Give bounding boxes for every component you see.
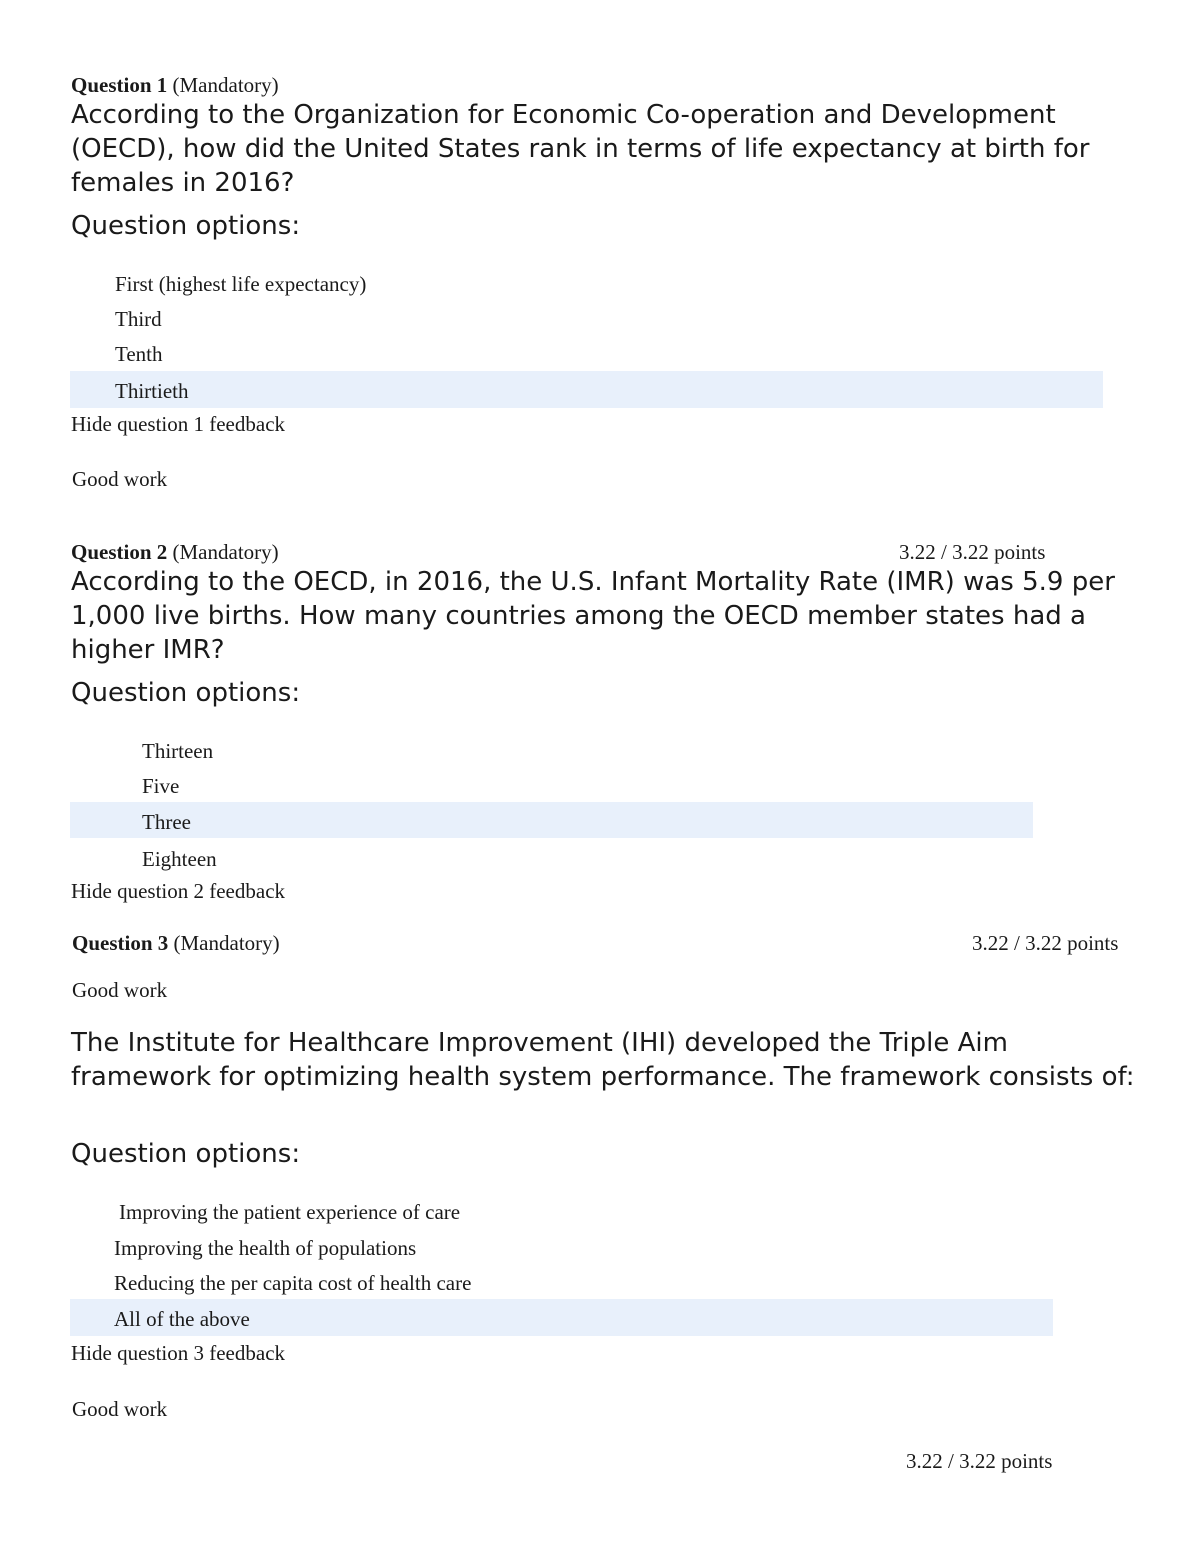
question-3-hide-feedback-link[interactable]: Hide question 3 feedback — [71, 1341, 286, 1365]
question-3-option-2[interactable]: Improving the health of populations — [114, 1236, 417, 1260]
question-1-hide-feedback-link[interactable]: Hide question 1 feedback — [71, 412, 286, 436]
question-1-label: Question 1 — [71, 73, 168, 97]
question-1-option-4[interactable]: Thirtieth — [115, 379, 189, 403]
question-3-option-3[interactable]: Reducing the per capita cost of health care — [114, 1271, 472, 1295]
question-3-text: The Institute for Healthcare Improvement (IHI) developed the Triple Aim framework for optimizing health system performance. The framework consists of: — [71, 1028, 1135, 1092]
question-1-selected-highlight — [70, 371, 1103, 408]
question-2-points: 3.22 / 3.22 points — [899, 540, 1046, 564]
question-2-option-4[interactable]: Eighteen — [142, 847, 217, 871]
question-4-points: 3.22 / 3.22 points — [906, 1449, 1053, 1473]
question-1-feedback: Good work — [72, 467, 168, 491]
question-2-text: According to the OECD, in 2016, the U.S. Infant Mortality Rate (IMR) was 5.9 per 1,000 live births. How many countries among the OECD member states had a higher IMR? — [71, 567, 1115, 665]
question-2-mandatory: (Mandatory) — [172, 540, 279, 564]
question-2-options-label: Question options: — [71, 678, 301, 708]
question-1-mandatory: (Mandatory) — [172, 73, 279, 97]
question-3-option-4[interactable]: All of the above — [114, 1307, 250, 1331]
question-1-option-3[interactable]: Tenth — [115, 342, 163, 366]
question-3-points: 3.22 / 3.22 points — [972, 931, 1119, 955]
question-1-header — [71, 72, 279, 98]
question-2-option-2[interactable]: Five — [142, 774, 180, 798]
question-2-option-3[interactable]: Three — [142, 810, 191, 834]
question-3-mandatory: (Mandatory) — [173, 931, 280, 955]
question-3-options-label: Question options: — [71, 1139, 301, 1169]
question-2-hide-feedback-link[interactable]: Hide question 2 feedback — [71, 879, 286, 903]
question-2-feedback: Good work — [72, 978, 168, 1002]
question-2-selected-highlight — [70, 802, 1033, 838]
question-1-option-1[interactable]: First (highest life expectancy) — [115, 272, 367, 296]
question-3-label: Question 3 — [72, 931, 169, 955]
question-2-label: Question 2 — [71, 540, 168, 564]
question-3-option-1[interactable]: Improving the patient experience of care — [119, 1200, 461, 1224]
question-2-header — [71, 539, 279, 565]
question-1-options-label: Question options: — [71, 211, 301, 241]
question-3-header — [72, 930, 280, 956]
question-2-option-1[interactable]: Thirteen — [142, 739, 214, 763]
question-1-text: According to the Organization for Economic Co-operation and Development (OECD), how did the United States rank in terms of life expectancy at birth for females in 2016? — [71, 100, 1090, 198]
question-1-option-2[interactable]: Third — [115, 307, 162, 331]
question-3-feedback: Good work — [72, 1397, 168, 1421]
